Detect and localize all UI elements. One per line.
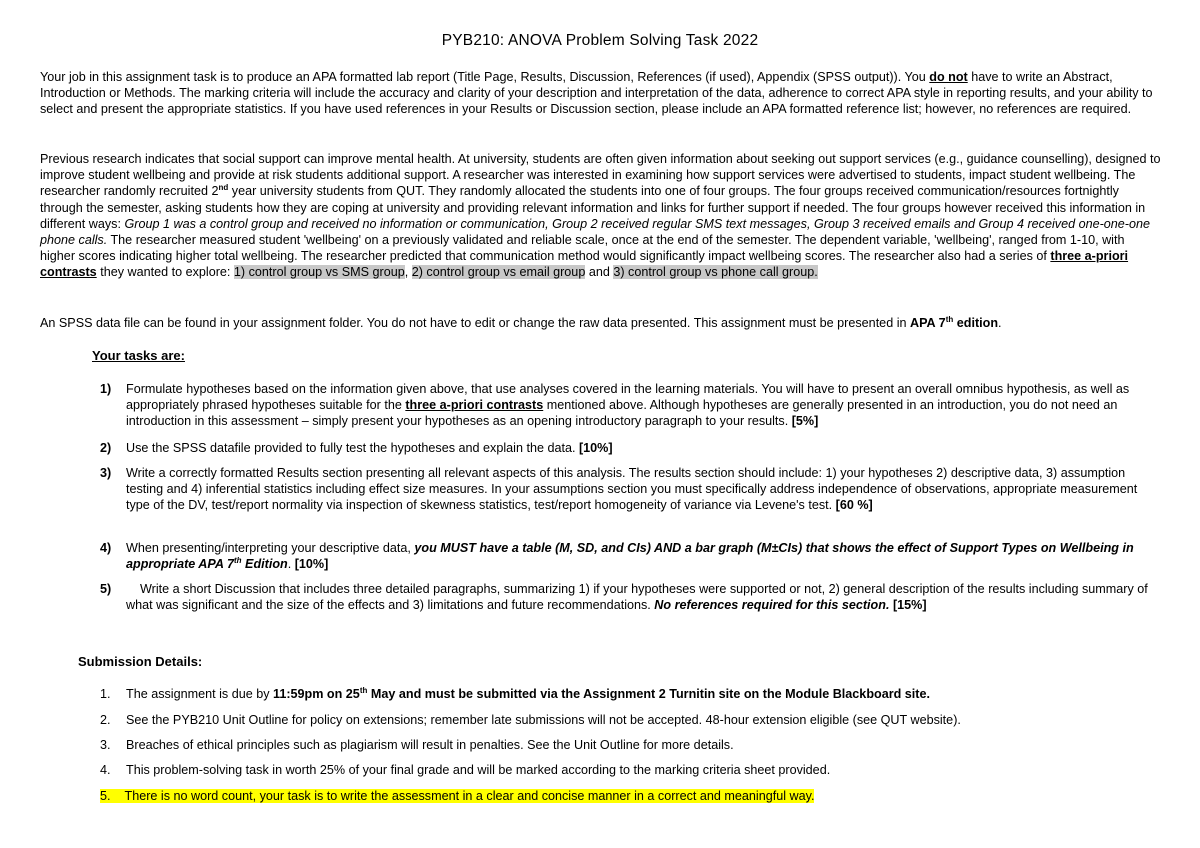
contrast-highlight-2: 2) control group vs email group <box>411 265 586 280</box>
intro-emphasis: do not <box>929 70 968 84</box>
submission-highlight <box>100 788 814 804</box>
task-text <box>126 465 1160 514</box>
task-number: 1) <box>100 382 112 396</box>
submission-text-a: The assignment is due by <box>126 687 274 701</box>
intro-text: Your job in this assignment task is to produce an APA formatted lab report (Title Page, Results, Discussion, References (if used), Appendix (SPSS output)). You <box>40 70 926 84</box>
submission-sup: th <box>359 685 368 695</box>
task-weight: [10%] <box>294 557 329 572</box>
task-requirement-end: Edition <box>241 557 288 572</box>
background-text-d: they wanted to explore: <box>96 265 234 280</box>
contrast-and: and <box>585 265 614 280</box>
task-text-a: Formulate hypotheses based on the information given above, that use analyses covered in the learning materials. You will have to present an overall omnibus hypothesis, as well as appropriately phrased hypotheses suitable for the <box>126 382 1130 413</box>
task-text-b: . <box>287 557 295 572</box>
submission-deadline: 11:59pm on 25 <box>273 687 360 701</box>
task-weight: [10%] <box>578 441 613 455</box>
task-number: 2) <box>100 441 112 455</box>
page-title: PYB210: ANOVA Problem Solving Task 2022 <box>441 32 759 49</box>
submission-text <box>126 686 1160 702</box>
contrast-highlight-1: 1) control group vs SMS group <box>233 265 405 280</box>
tasks-heading: Your tasks are: <box>92 348 185 363</box>
task-text-a: Write a short Discussion that includes three detailed paragraphs, summarizing 1) if your hypotheses were supported or not, 2) general description of the results including summary of what was significant and the size of the effects and 3) limitations and future recommendations. <box>126 582 1152 613</box>
task-text <box>126 440 1160 456</box>
submission-heading: Submission Details: <box>78 654 203 669</box>
spss-text: An SPSS data file can be found in your assignment folder. You do not have to edit or change the raw data presented. This assignment must be presented in <box>40 316 910 330</box>
task-item-2 <box>100 440 1160 458</box>
submission-number: 3. <box>100 738 111 752</box>
submission-highlight-text <box>100 789 814 803</box>
task-item-3 <box>100 465 1160 531</box>
task-number: 5) <box>100 582 112 596</box>
task-text-b: mentioned above. Although hypotheses are generally presented in an introduction, you do not need an introduction in this assessment – simply present your hypotheses as an opening introductory paragraph to your results. <box>126 398 1118 429</box>
background-groups: Group 1 was a control group and received no information or communication, Group 2 received regular SMS text messages, Group 3 received emails and Group 4 received one-one-one phone calls. <box>40 216 1151 248</box>
submission-number: 5. <box>100 789 111 803</box>
task-item-4 <box>100 540 1160 576</box>
background-text-c: The researcher measured student 'wellbeing' on a previously validated and reliable scale, once at the end of the semester. The dependent variable, 'wellbeing', ranged from 1-10, with higher scores indicating higher total wellbeing. The researcher predicted that communication method would significantly impact wellbeing scores. The researcher also had a series of <box>40 233 1125 264</box>
task-text-a: Use the SPSS datafile provided to fully test the hypotheses and explain the data. <box>126 441 579 455</box>
task-note: No references required for this section. <box>654 598 890 613</box>
intro-paragraph <box>40 69 1162 118</box>
background-contrasts: three a-priori contrasts <box>40 249 1129 280</box>
spss-period: . <box>998 316 1002 330</box>
submission-text: This problem-solving task in worth 25% of your final grade and will be marked according to the marking criteria sheet provided. <box>126 763 831 777</box>
task-item-1 <box>100 381 1160 433</box>
submission-text: See the PYB210 Unit Outline for policy on extensions; remember late submissions will not be accepted. 48-hour extension eligible (see QUT website). <box>126 713 961 727</box>
task-requirement: you MUST have a table (M, SD, and CIs) AND a bar graph (M±CIs) that shows the effect of Support Types on Wellbeing in appropriate APA 7 <box>126 541 1134 572</box>
contrast-separator: , <box>404 265 412 280</box>
submission-number: 1. <box>100 687 111 701</box>
contrast-highlight-3: 3) control group vs phone call group. <box>613 265 818 280</box>
task-weight: [5%] <box>791 414 819 429</box>
submission-number: 2. <box>100 713 111 727</box>
background-text-a: Previous research indicates that social support can improve mental health. At university, students are often given information about seeking out support services (e.g., guidance counselling), designed to improve student wellbeing and provide at risk students additional support. A researcher was interested in examining how support services were advertised to students, impact student wellbeing. The researcher randomly recruited 2 <box>40 152 1161 199</box>
task-text-a: When presenting/interpreting your descriptive data, <box>126 541 415 555</box>
submission-text: There is no word count, your task is to write the assessment in a clear and concise manner in a correct and meaningful way. <box>124 789 815 803</box>
task-requirement-sup: th <box>234 556 242 566</box>
task-item-5 <box>100 581 1160 631</box>
task-number: 3) <box>100 466 112 480</box>
task-text <box>126 581 1160 613</box>
background-sup: nd <box>218 183 229 193</box>
task-weight: [15%] <box>892 598 927 613</box>
spss-paragraph <box>40 315 1162 331</box>
spss-apa: APA 7 <box>910 316 946 330</box>
submission-number: 4. <box>100 763 111 777</box>
task-text <box>126 381 1160 430</box>
task-text <box>126 540 1160 572</box>
background-text-b: year university students from QUT. They randomly allocated the students into one of four groups. The four groups received communication/resources fortnightly through the semester, asking students how they are coping at university and providing relevant information and links for further support if needed. The four groups however received this information in different ways: <box>40 184 1146 231</box>
task-number: 4) <box>100 541 112 555</box>
spss-apa-end: edition <box>953 316 999 330</box>
intro-text-rest: have to write an Abstract, Introduction or Methods. The marking criteria will include the accuracy and clarity of your description and interpretation of the data, adherence to correct APA style in reporting results, and your ability to select and present the appropriate statistics. If you have used references in your Results or Discussion section, please include an APA formatted reference list; however, no references are required. <box>40 70 1153 117</box>
spss-apa-sup: th <box>945 314 954 324</box>
task-weight: [60 %] <box>835 498 873 513</box>
background-paragraph <box>40 151 1162 281</box>
submission-text: Breaches of ethical principles such as plagiarism will result in penalties. See the Unit Outline for more details. <box>126 738 734 752</box>
task-text-a: Write a correctly formatted Results section presenting all relevant aspects of this analysis. The results section should include: 1) your hypotheses 2) descriptive data, 3) assumption testing and 4) inferential statistics including effect size measures. In your assumptions section you must specifically address independence of observations, appropriate measurement type of the DV, test/report normality via inspection of skewness statistics, test/report homogeneity of variance via Levene's test. <box>126 466 1138 513</box>
submission-deadline-rest: May and must be submitted via the Assignment 2 Turnitin site on the Module Blackboard site. <box>367 687 930 701</box>
task-contrasts: three a-priori contrasts <box>405 398 544 413</box>
